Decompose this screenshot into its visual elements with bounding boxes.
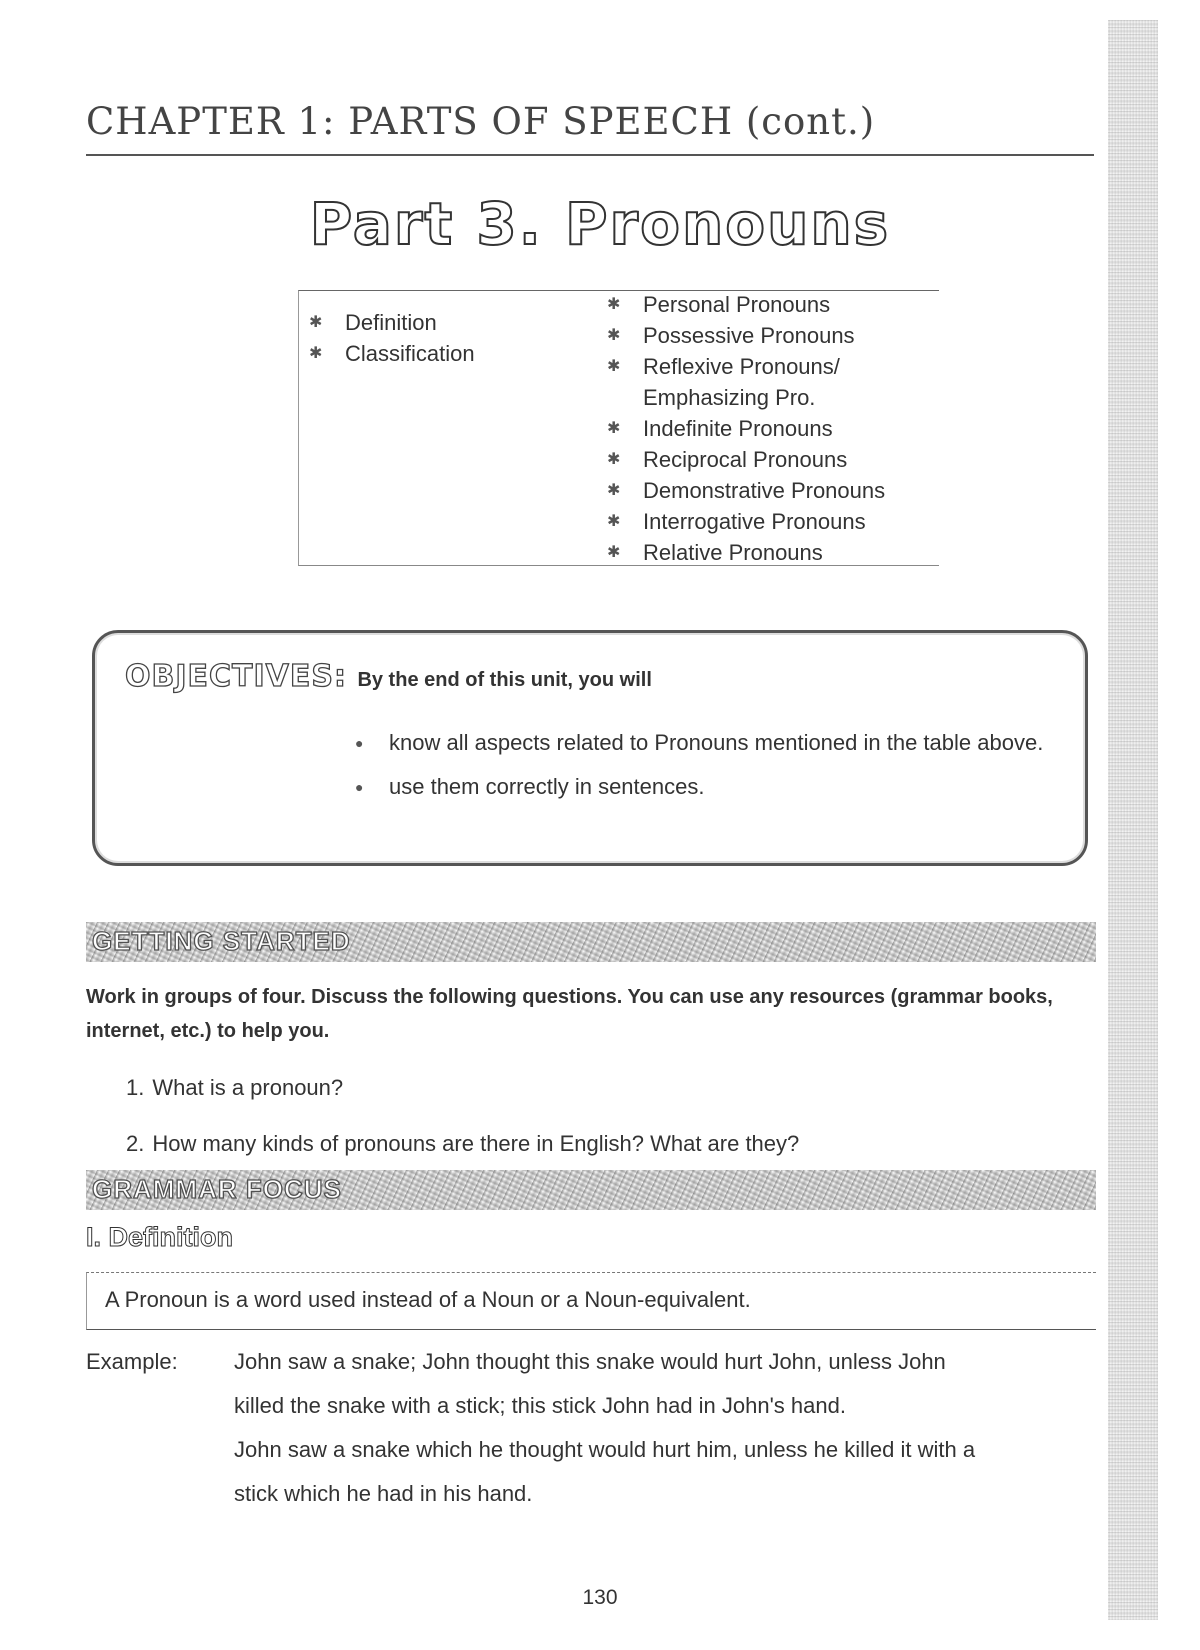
- topic-item: ✱ Interrogative Pronouns: [607, 506, 885, 537]
- getting-started-banner: [86, 922, 1096, 962]
- asterisk-icon: ✱: [309, 345, 323, 362]
- objectives-list: [355, 721, 1075, 809]
- example-line: stick which he had in his hand.: [234, 1481, 533, 1506]
- example-line: John saw a snake; John thought this snake would hurt John, unless John: [234, 1349, 946, 1374]
- getting-started-label: GETTING STARTED: [92, 926, 351, 956]
- example-line: killed the snake with a stick; this stick John had in John's hand.: [234, 1393, 846, 1418]
- grammar-focus-label: GRAMMAR FOCUS: [92, 1174, 342, 1204]
- question-item: 2. How many kinds of pronouns are there in English? What are they?: [126, 1131, 800, 1156]
- asterisk-icon: ✱: [607, 482, 621, 499]
- topic-item: ✱ Indefinite Pronouns: [607, 413, 885, 444]
- topic-item: ✱ Reflexive Pronouns/: [607, 351, 885, 382]
- example-label: Example:: [86, 1349, 178, 1374]
- asterisk-icon: ✱: [607, 296, 621, 313]
- topic-item: ✱ Possessive Pronouns: [607, 320, 885, 351]
- asterisk-icon: ✱: [607, 451, 621, 468]
- example-body: [234, 1340, 1094, 1516]
- asterisk-icon: ✱: [607, 544, 621, 561]
- topic-item: ✱ Demonstrative Pronouns: [607, 475, 885, 506]
- asterisk-icon: ✱: [309, 314, 323, 331]
- definition-heading: I. Definition: [86, 1222, 233, 1252]
- topics-right-column: [607, 289, 885, 568]
- definition-box: [86, 1272, 1096, 1330]
- objectives-subtitle: By the end of this unit, you will: [357, 669, 652, 691]
- part-title: Part 3. Pronouns: [309, 190, 891, 258]
- objective-item: ● use them correctly in sentences.: [355, 765, 1075, 809]
- topics-table: [298, 290, 939, 566]
- asterisk-icon: ✱: [607, 358, 621, 375]
- topics-left-column: [309, 307, 475, 369]
- asterisk-icon: ✱: [607, 513, 621, 530]
- example-line: John saw a snake which he thought would hurt him, unless he killed it with a: [234, 1437, 976, 1462]
- topic-item: ✱ Reciprocal Pronouns: [607, 444, 885, 475]
- topic-item: ✱ Definition: [309, 307, 475, 338]
- objective-item: ● know all aspects related to Pronouns mentioned in the table above.: [355, 721, 1075, 765]
- asterisk-icon: ✱: [607, 327, 621, 344]
- bullet-icon: ●: [355, 735, 364, 751]
- topic-item: ✱ Relative Pronouns: [607, 537, 885, 568]
- topic-item: ✱ Personal Pronouns: [607, 289, 885, 320]
- objectives-heading: [125, 659, 652, 694]
- questions-list: [126, 1060, 799, 1172]
- objectives-box: [92, 630, 1088, 866]
- grammar-focus-banner: [86, 1170, 1096, 1210]
- definition-text: A Pronoun is a word used instead of a Noun or a Noun-equivalent.: [105, 1287, 751, 1312]
- bullet-icon: ●: [355, 779, 364, 795]
- question-item: 1. What is a pronoun?: [126, 1075, 344, 1100]
- scan-edge-shadow: [1108, 20, 1158, 1620]
- topic-item-continuation: Emphasizing Pro.: [643, 385, 816, 410]
- objectives-title: OBJECTIVES:: [125, 659, 347, 694]
- chapter-rule: [86, 154, 1094, 156]
- page-number: 130: [582, 1586, 618, 1609]
- instructions: Work in groups of four. Discuss the following questions. You can use any resources (grammar books, internet, etc.) to help you.: [86, 986, 1053, 1042]
- topic-item: ✱ Classification: [309, 338, 475, 369]
- asterisk-icon: ✱: [607, 420, 621, 437]
- chapter-title: CHAPTER 1: PARTS OF SPEECH (cont.): [86, 100, 876, 143]
